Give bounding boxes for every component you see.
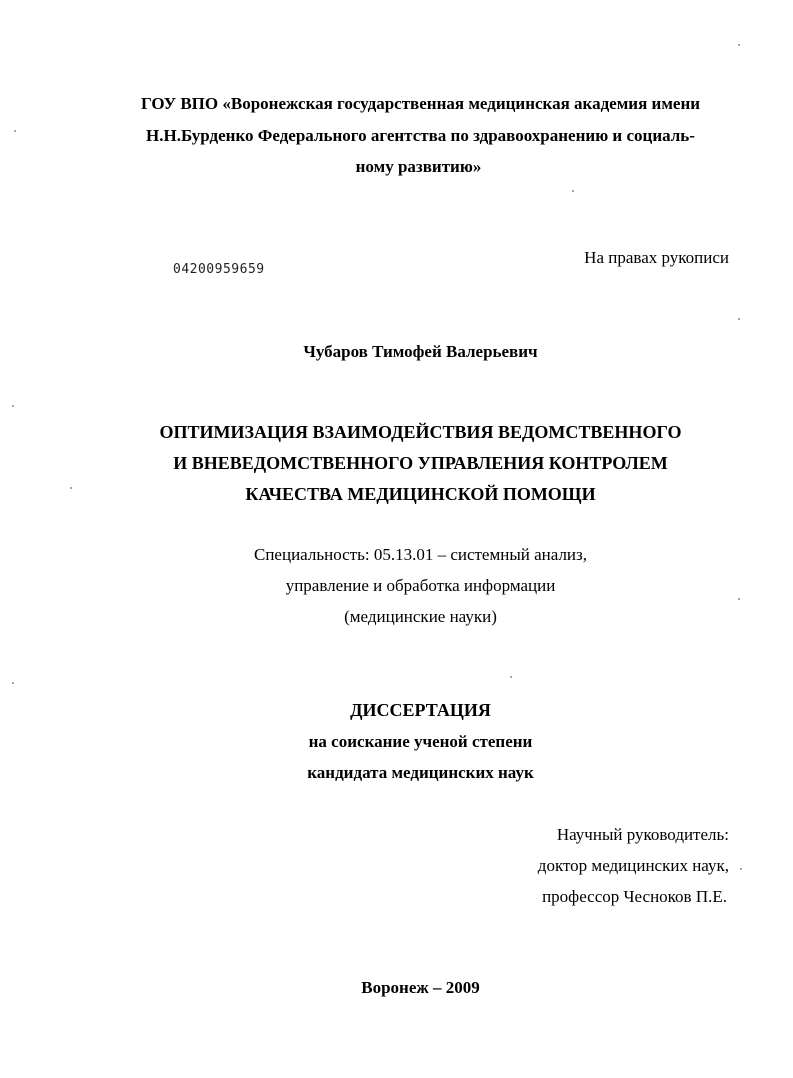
rights-note: На правах рукописи bbox=[584, 248, 729, 267]
supervisor-line-2: доктор медицинских наук, bbox=[537, 856, 729, 875]
supervisor-line-3: профессор Чесноков П.Е. bbox=[542, 887, 727, 906]
scan-speck bbox=[740, 868, 742, 870]
scan-speck bbox=[14, 130, 16, 132]
scan-speck bbox=[70, 487, 72, 489]
scan-speck bbox=[12, 405, 14, 407]
city-year-footer: Воронеж – 2009 bbox=[361, 978, 480, 997]
scan-speck bbox=[738, 318, 740, 320]
scan-speck bbox=[738, 598, 740, 600]
specialty-line-1: Специальность: 05.13.01 – системный анализ, bbox=[253, 545, 587, 564]
supervisor-line-1: Научный руководитель: bbox=[556, 825, 729, 844]
scan-speck bbox=[12, 682, 14, 684]
title-line-3: КАЧЕСТВА МЕДИЦИНСКОЙ ПОМОЩИ bbox=[245, 484, 596, 504]
author-name: Чубаров Тимофей Валерьевич bbox=[303, 342, 538, 361]
scan-speck bbox=[738, 44, 740, 46]
title-line-1: ОПТИМИЗАЦИЯ ВЗАИМОДЕЙСТВИЯ ВЕДОМСТВЕННОГО bbox=[159, 422, 682, 442]
scan-speck bbox=[572, 190, 574, 192]
registration-number: 04200959659 bbox=[173, 262, 265, 277]
scan-speck bbox=[510, 676, 512, 678]
header-line-2: Н.Н.Бурденко Федерального агентства по здравоохранению и социаль- bbox=[146, 126, 695, 145]
title-line-2: И ВНЕВЕДОМСТВЕННОГО УПРАВЛЕНИЯ КОНТРОЛЕМ bbox=[173, 453, 668, 473]
dissertation-line-3: кандидата медицинских наук bbox=[307, 763, 534, 782]
dissertation-heading: ДИССЕРТАЦИЯ bbox=[350, 700, 491, 720]
specialty-line-3: (медицинские науки) bbox=[344, 607, 497, 626]
dissertation-line-2: на соискание ученой степени bbox=[308, 732, 533, 751]
header-line-3: ному развитию» bbox=[355, 157, 482, 176]
header-line-1: ГОУ ВПО «Воронежская государственная медицинская академия имени bbox=[140, 94, 701, 113]
specialty-line-2: управление и обработка информации bbox=[285, 576, 556, 595]
